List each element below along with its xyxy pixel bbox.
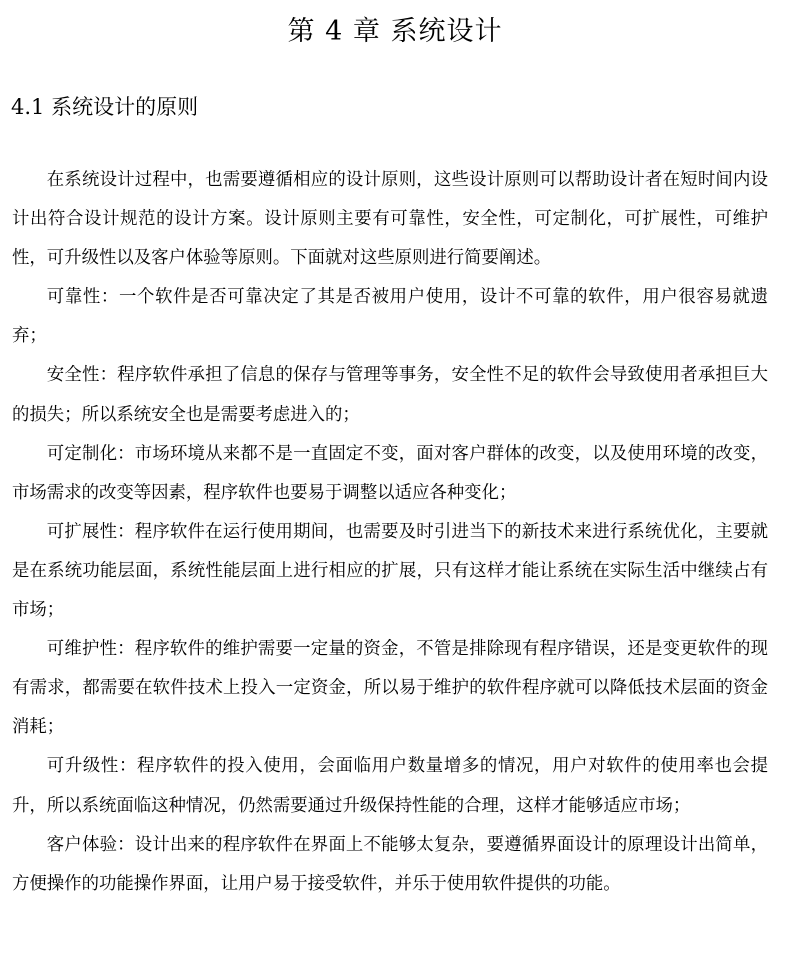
paragraph-upgradability: 可升级性：程序软件的投入使用，会面临用户数量增多的情况，用户对软件的使用率也会提升，所以系统面临这种情况，仍然需要通过升级保持性能的合理，这样才能够适应市场；	[12, 756, 768, 816]
paragraph-user-experience: 客户体验：设计出来的程序软件在界面上不能够太复杂，要遵循界面设计的原理设计出简单，方便操作的功能操作界面，让用户易于接受软件，并乐于使用软件提供的功能。	[12, 834, 768, 894]
paragraph-security: 安全性：程序软件承担了信息的保存与管理等事务，安全性不足的软件会导致使用者承担巨大的损失；所以系统安全也是需要考虑进入的；	[12, 365, 768, 425]
document-body	[12, 161, 768, 904]
paragraph-reliability: 可靠性：一个软件是否可靠决定了其是否被用户使用，设计不可靠的软件，用户很容易就遗弃；	[12, 287, 768, 347]
paragraph-intro: 在系统设计过程中，也需要遵循相应的设计原则，这些设计原则可以帮助设计者在短时间内设计出符合设计规范的设计方案。设计原则主要有可靠性，安全性，可定制化，可扩展性，可维护性，可升级性以及客户体验等原则。下面就对这些原则进行简要阐述。	[12, 170, 768, 269]
paragraph-maintainability: 可维护性：程序软件的维护需要一定量的资金，不管是排除现有程序错误，还是变更软件的现有需求，都需要在软件技术上投入一定资金，所以易于维护的软件程序就可以降低技术层面的资金消耗；	[12, 639, 768, 738]
paragraph-customizability: 可定制化：市场环境从来都不是一直固定不变，面对客户群体的改变，以及使用环境的改变，市场需求的改变等因素，程序软件也要易于调整以适应各种变化；	[12, 443, 768, 503]
paragraph-extensibility: 可扩展性：程序软件在运行使用期间，也需要及时引进当下的新技术来进行系统优化，主要就是在系统功能层面，系统性能层面上进行相应的扩展，只有这样才能让系统在实际生活中继续占有市场；	[12, 521, 768, 621]
section-title: 4.1 系统设计的原则	[11, 95, 199, 119]
chapter-title: 第 4 章 系统设计	[287, 16, 503, 47]
